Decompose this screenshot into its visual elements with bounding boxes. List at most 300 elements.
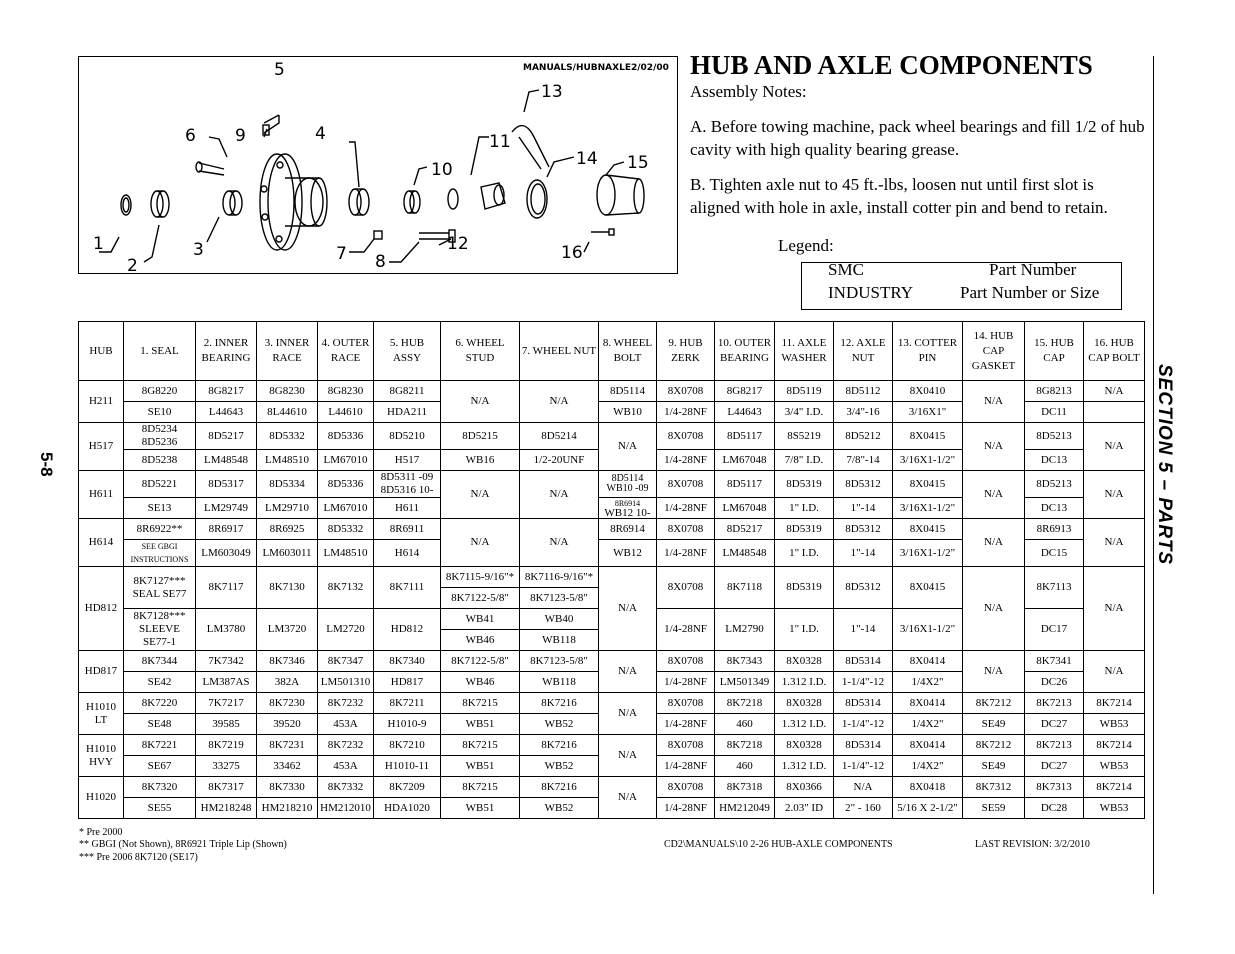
table-cell: 8X0415 xyxy=(893,423,963,450)
table-cell: LM67010 xyxy=(318,450,374,471)
table-cell: 1/4-28NF xyxy=(657,450,715,471)
table-cell: 8K7122-5/8" xyxy=(441,651,520,672)
table-cell: HD817 xyxy=(374,672,441,693)
page-title: HUB AND AXLE COMPONENTS xyxy=(690,50,1093,80)
table-cell: WB51 xyxy=(441,756,520,777)
table-cell: 1.312 I.D. xyxy=(775,672,834,693)
table-cell: WB118 xyxy=(520,630,599,651)
table-cell: DC27 xyxy=(1025,756,1084,777)
table-cell: 8K7122-5/8" xyxy=(441,588,520,609)
table-row xyxy=(79,519,1145,540)
table-cell: 8X0414 xyxy=(893,693,963,714)
table-cell: LM603049 xyxy=(196,540,257,567)
table-cell: WB12 xyxy=(599,540,657,567)
table-cell: 1.312 I.D. xyxy=(775,714,834,735)
table-cell: N/A xyxy=(1084,519,1145,567)
header-outer-bearing: 10. OUTER BEARING xyxy=(715,322,775,381)
table-cell: SE13 xyxy=(124,498,196,519)
table-cell: DC28 xyxy=(1025,798,1084,819)
header-wheel-nut: 7. WHEEL NUT xyxy=(520,322,599,381)
table-cell: WB51 xyxy=(441,798,520,819)
table-cell: 8K7232 xyxy=(318,693,374,714)
table-cell: N/A xyxy=(599,423,657,471)
table-cell: WB52 xyxy=(520,714,599,735)
table-cell: 1" I.D. xyxy=(775,498,834,519)
table-cell: 1" I.D. xyxy=(775,540,834,567)
table-cell: DC17 xyxy=(1025,609,1084,651)
table-cell: 1/4X2" xyxy=(893,672,963,693)
callout-15: 15 xyxy=(627,153,649,173)
table-cell: 3/16X1-1/2" xyxy=(893,540,963,567)
table-cell: SE49 xyxy=(963,756,1025,777)
diagram-date: 2/02/00 xyxy=(631,63,669,73)
table-cell: SE55 xyxy=(124,798,196,819)
table-cell: N/A xyxy=(1084,651,1145,693)
callout-6: 6 xyxy=(185,126,196,146)
table-cell: 8K7340 xyxy=(374,651,441,672)
table-cell: LM3720 xyxy=(257,609,318,651)
table-cell: N/A xyxy=(1084,567,1145,651)
hub-cell: H611 xyxy=(79,471,124,519)
callout-8: 8 xyxy=(375,252,386,272)
callout-3: 3 xyxy=(193,240,204,260)
table-cell: 8G8230 xyxy=(318,381,374,402)
table-cell: N/A xyxy=(599,651,657,693)
table-cell: 8X0414 xyxy=(893,735,963,756)
table-cell: 382A xyxy=(257,672,318,693)
table-cell: 1"-14 xyxy=(834,540,893,567)
table-cell: N/A xyxy=(520,471,599,519)
table-cell: N/A xyxy=(441,471,520,519)
table-cell: 8K7320 xyxy=(124,777,196,798)
table-cell: 7K7217 xyxy=(196,693,257,714)
table-cell: HM212010 xyxy=(318,798,374,819)
table-cell: HD812 xyxy=(374,609,441,651)
table-cell: 8D5312 xyxy=(834,471,893,498)
table-cell: 8K7215 xyxy=(441,693,520,714)
table-cell: 7/8" I.D. xyxy=(775,450,834,471)
table-cell: WB53 xyxy=(1084,714,1145,735)
footnote-1: * Pre 2000 xyxy=(79,827,123,838)
footnote-3: *** Pre 2006 8K7120 (SE17) xyxy=(79,852,198,863)
table-cell: 1/4-28NF xyxy=(657,672,715,693)
exploded-view-drawing xyxy=(79,57,679,275)
table-cell: 8K7213 xyxy=(1025,693,1084,714)
table-cell: 8K7231 xyxy=(257,735,318,756)
table-cell: WB53 xyxy=(1084,756,1145,777)
table-cell: WB46 xyxy=(441,672,520,693)
table-cell: H1010-9 xyxy=(374,714,441,735)
callout-2: 2 xyxy=(127,256,138,275)
table-row xyxy=(79,693,1145,714)
table-cell: 8X0328 xyxy=(775,735,834,756)
table-cell: 8K7209 xyxy=(374,777,441,798)
table-cell: 8X0708 xyxy=(657,777,715,798)
table-cell: SE10 xyxy=(124,402,196,423)
notes-heading: Assembly Notes: xyxy=(690,82,807,101)
table-cell: 8G8220 xyxy=(124,381,196,402)
table-cell: 8D5210 xyxy=(374,423,441,450)
table-row xyxy=(79,381,1145,402)
table-cell: L44643 xyxy=(196,402,257,423)
hub-cell: H1010 LT xyxy=(79,693,124,735)
hub-cell: H211 xyxy=(79,381,124,423)
table-cell: 8X0415 xyxy=(893,567,963,609)
table-cell: N/A xyxy=(441,519,520,567)
callout-13: 13 xyxy=(541,82,563,102)
table-cell: 8D5336 xyxy=(318,471,374,498)
table-cell: L44643 xyxy=(715,402,775,423)
table-cell: 1/4-28NF xyxy=(657,402,715,423)
table-cell: H614 xyxy=(374,540,441,567)
table-cell: 8X0708 xyxy=(657,735,715,756)
table-cell: 3/16X1" xyxy=(893,402,963,423)
table-cell xyxy=(1084,402,1145,423)
table-cell: SE67 xyxy=(124,756,196,777)
table-cell: WB118 xyxy=(520,672,599,693)
table-cell: 3/16X1-1/2" xyxy=(893,609,963,651)
table-cell: 8D5312 xyxy=(834,567,893,609)
table-cell: 8D5215 xyxy=(441,423,520,450)
table-cell: WB10 xyxy=(599,402,657,423)
table-cell: 2.03" ID xyxy=(775,798,834,819)
table-cell: 8K7218 xyxy=(715,735,775,756)
table-cell: 8G8211 xyxy=(374,381,441,402)
table-cell: N/A xyxy=(963,471,1025,519)
table-cell: 8D5234 8D5236 xyxy=(124,423,196,450)
table-cell: N/A xyxy=(599,777,657,819)
table-cell: 8D5117 xyxy=(715,423,775,450)
callout-5: 5 xyxy=(274,60,285,80)
table-cell: HM218210 xyxy=(257,798,318,819)
table-cell: 8K7330 xyxy=(257,777,318,798)
table-cell: DC27 xyxy=(1025,714,1084,735)
header-hub-assy: 5. HUB ASSY xyxy=(374,322,441,381)
table-cell: 8K7218 xyxy=(715,693,775,714)
callout-9: 9 xyxy=(235,126,246,146)
table-cell: 8K7127*** SEAL SE77 xyxy=(124,567,196,609)
hub-cell: H1020 xyxy=(79,777,124,819)
table-cell: 8K7117 xyxy=(196,567,257,609)
table-cell: 8R6925 xyxy=(257,519,318,540)
hub-cell: HD817 xyxy=(79,651,124,693)
table-cell: 453A xyxy=(318,756,374,777)
table-cell: 8K7128*** SLEEVE SE77-1 xyxy=(124,609,196,651)
header-inner-race: 3. INNER RACE xyxy=(257,322,318,381)
callout-4: 4 xyxy=(315,124,326,144)
table-cell: 8X0328 xyxy=(775,693,834,714)
table-cell: 8D5332 xyxy=(318,519,374,540)
table-cell: H517 xyxy=(374,450,441,471)
table-cell: 8X0410 xyxy=(893,381,963,402)
hub-axle-diagram xyxy=(78,56,678,274)
table-cell: LM67010 xyxy=(318,498,374,519)
table-cell: 33462 xyxy=(257,756,318,777)
header-seal: 1. SEAL xyxy=(124,322,196,381)
table-cell: 3/16X1-1/2" xyxy=(893,498,963,519)
legend-smc: SMC xyxy=(828,260,864,279)
table-cell: LM603011 xyxy=(257,540,318,567)
table-row xyxy=(79,423,1145,450)
table-cell: 8X0328 xyxy=(775,651,834,672)
table-cell: 8D5214 xyxy=(520,423,599,450)
table-cell: 8D5319 xyxy=(775,519,834,540)
table-cell: 8K7214 xyxy=(1084,777,1145,798)
table-cell: 8K7343 xyxy=(715,651,775,672)
table-cell: WB41 xyxy=(441,609,520,630)
table-cell: DC13 xyxy=(1025,498,1084,519)
table-cell: L44610 xyxy=(318,402,374,423)
assembly-notes xyxy=(690,80,1145,231)
table-cell: LM29710 xyxy=(257,498,318,519)
section-tab: SECTION 5 – PARTS xyxy=(1154,364,1175,566)
table-cell: 8K7113 xyxy=(1025,567,1084,609)
table-cell: 8K7212 xyxy=(963,693,1025,714)
table-cell: 8D5334 xyxy=(257,471,318,498)
table-cell: 8S5219 xyxy=(775,423,834,450)
table-cell: 8K7332 xyxy=(318,777,374,798)
table-cell: DC11 xyxy=(1025,402,1084,423)
table-cell: WB52 xyxy=(520,798,599,819)
table-cell: LM48548 xyxy=(715,540,775,567)
table-cell: N/A xyxy=(520,519,599,567)
table-cell: 8X0708 xyxy=(657,651,715,672)
table-cell: 8X0414 xyxy=(893,651,963,672)
table-cell: 1/4-28NF xyxy=(657,498,715,519)
table-cell: LM501310 xyxy=(318,672,374,693)
table-cell: HDA1020 xyxy=(374,798,441,819)
table-cell: DC15 xyxy=(1025,540,1084,567)
table-cell: HM218248 xyxy=(196,798,257,819)
table-cell: 8K7216 xyxy=(520,693,599,714)
table-cell: 1/4-28NF xyxy=(657,756,715,777)
parts-table xyxy=(78,321,1145,819)
table-cell: WB51 xyxy=(441,714,520,735)
table-cell: 8D5317 xyxy=(196,471,257,498)
table-row xyxy=(79,735,1145,756)
table-cell: 39585 xyxy=(196,714,257,735)
table-row xyxy=(79,777,1145,798)
table-cell: 1.312 I.D. xyxy=(775,756,834,777)
table-cell: 33275 xyxy=(196,756,257,777)
table-cell: 8K7215 xyxy=(441,735,520,756)
diagram-file-label: MANUALS/HUBNAXLE xyxy=(523,63,631,73)
table-cell: LM3780 xyxy=(196,609,257,651)
table-cell: 453A xyxy=(318,714,374,735)
table-cell: N/A xyxy=(963,423,1025,471)
table-cell: 8D5319 xyxy=(775,567,834,609)
table-cell: N/A xyxy=(963,519,1025,567)
table-cell: 8K7215 xyxy=(441,777,520,798)
header-hub-zerk: 9. HUB ZERK xyxy=(657,322,715,381)
table-cell: 8R6922** xyxy=(124,519,196,540)
header-axle-nut: 12. AXLE NUT xyxy=(834,322,893,381)
note-a: A. Before towing machine, pack wheel bearings and fill 1/2 of hub cavity with high quality bearing grease. xyxy=(690,117,1145,159)
table-cell: 8G8217 xyxy=(715,381,775,402)
table-cell: N/A xyxy=(963,567,1025,651)
table-cell: HM212049 xyxy=(715,798,775,819)
table-cell: 8D5238 xyxy=(124,450,196,471)
table-cell: WB53 xyxy=(1084,798,1145,819)
legend-part-or-size: Part Number or Size xyxy=(960,283,1100,302)
callout-7: 7 xyxy=(336,244,347,264)
table-cell: 8K7111 xyxy=(374,567,441,609)
table-cell: 8D5117 xyxy=(715,471,775,498)
hub-cell: H1010 HVY xyxy=(79,735,124,777)
table-cell: WB40 xyxy=(520,609,599,630)
table-cell: 8K7341 xyxy=(1025,651,1084,672)
table-cell: HDA211 xyxy=(374,402,441,423)
table-cell: DC13 xyxy=(1025,450,1084,471)
header-hub-cap-gasket: 14. HUB CAP GASKET xyxy=(963,322,1025,381)
header-outer-race: 4. OUTER RACE xyxy=(318,322,374,381)
table-cell: 8G8230 xyxy=(257,381,318,402)
table-cell: 8X0708 xyxy=(657,423,715,450)
table-header-row xyxy=(79,322,1145,381)
table-cell: 8D5119 xyxy=(775,381,834,402)
legend-industry: INDUSTRY xyxy=(828,283,914,302)
table-cell: 8D5314 xyxy=(834,693,893,714)
table-cell: WB52 xyxy=(520,756,599,777)
table-cell: 460 xyxy=(715,756,775,777)
table-cell: 8K7211 xyxy=(374,693,441,714)
table-cell: 8K7318 xyxy=(715,777,775,798)
table-cell: 8X0708 xyxy=(657,381,715,402)
table-row xyxy=(79,567,1145,588)
table-cell: 3/4" I.D. xyxy=(775,402,834,423)
table-cell: H611 xyxy=(374,498,441,519)
table-cell: LM387AS xyxy=(196,672,257,693)
table-cell: 8K7312 xyxy=(963,777,1025,798)
table-cell: 8K7214 xyxy=(1084,735,1145,756)
table-cell: 8K7210 xyxy=(374,735,441,756)
table-cell: 8K7216 xyxy=(520,735,599,756)
legend-label: Legend: xyxy=(778,236,834,255)
table-cell: 8X0708 xyxy=(657,471,715,498)
table-cell: WB46 xyxy=(441,630,520,651)
table-cell: N/A xyxy=(963,651,1025,693)
table-cell: 8D5114 WB10 -09 xyxy=(599,471,657,498)
table-cell: 8K7123-5/8" xyxy=(520,588,599,609)
table-cell: 8G8217 xyxy=(196,381,257,402)
table-cell: 2" - 160 xyxy=(834,798,893,819)
table-cell xyxy=(599,498,657,519)
table-cell: 8K7123-5/8" xyxy=(520,651,599,672)
table-cell: 8D5332 xyxy=(257,423,318,450)
table-cell: 8K7214 xyxy=(1084,693,1145,714)
table-cell: 8D5217 xyxy=(196,423,257,450)
table-cell: 8X0415 xyxy=(893,519,963,540)
table-cell: 5/16 X 2-1/2" xyxy=(893,798,963,819)
table-cell: 8K7220 xyxy=(124,693,196,714)
table-cell: 8D5114 xyxy=(599,381,657,402)
table-cell: 8D5221 xyxy=(124,471,196,498)
legend-box xyxy=(801,262,1122,310)
table-cell: H1010-11 xyxy=(374,756,441,777)
table-cell: 1/4-28NF xyxy=(657,609,715,651)
header-wheel-bolt: 8. WHEEL BOLT xyxy=(599,322,657,381)
table-cell: N/A xyxy=(599,735,657,777)
hub-cell: HD812 xyxy=(79,567,124,651)
hub-cell: H517 xyxy=(79,423,124,471)
table-cell: 3/16X1-1/2" xyxy=(893,450,963,471)
callout-16: 16 xyxy=(561,243,583,263)
table-cell: 8X0708 xyxy=(657,519,715,540)
table-cell: 8D5314 xyxy=(834,735,893,756)
table-cell: 8K7219 xyxy=(196,735,257,756)
table-cell: 1-1/4"-12 xyxy=(834,672,893,693)
table-cell: 1-1/4"-12 xyxy=(834,714,893,735)
legend-part-number: Part Number xyxy=(989,260,1077,279)
table-cell: LM67048 xyxy=(715,498,775,519)
table-cell: 8K7213 xyxy=(1025,735,1084,756)
table-cell: LM501349 xyxy=(715,672,775,693)
table-cell: 39520 xyxy=(257,714,318,735)
header-axle-washer: 11. AXLE WASHER xyxy=(775,322,834,381)
table-cell: 8K7230 xyxy=(257,693,318,714)
table-cell: SEE GBGI INSTRUCTIONS xyxy=(124,540,196,567)
table-cell: 8X0418 xyxy=(893,777,963,798)
table-cell: 8D5217 xyxy=(715,519,775,540)
callout-11: 11 xyxy=(489,132,511,152)
table-cell: 8D5112 xyxy=(834,381,893,402)
table-cell: 8K7212 xyxy=(963,735,1025,756)
table-cell: 8K7317 xyxy=(196,777,257,798)
table-cell: N/A xyxy=(834,777,893,798)
table-cell: 8X0708 xyxy=(657,567,715,609)
page-number: 5-8 xyxy=(37,452,56,477)
header-cotter-pin: 13. COTTER PIN xyxy=(893,322,963,381)
bolt-alt-smc: 8R6914 xyxy=(614,499,641,508)
table-cell: 1" I.D. xyxy=(775,609,834,651)
table-row xyxy=(79,651,1145,672)
table-cell: 8R6911 xyxy=(374,519,441,540)
table-cell: SE48 xyxy=(124,714,196,735)
table-cell: 1-1/4"-12 xyxy=(834,756,893,777)
footnote-2: ** GBGI (Not Shown), 8R6921 Triple Lip (Shown) xyxy=(79,839,287,850)
table-cell: 7K7342 xyxy=(196,651,257,672)
table-cell: 8D5311 -09 8D5316 10- xyxy=(374,471,441,498)
table-cell: SE59 xyxy=(963,798,1025,819)
table-cell: 8K7232 xyxy=(318,735,374,756)
table-cell: 8X0708 xyxy=(657,693,715,714)
table-cell: 8K7115-9/16"* xyxy=(441,567,520,588)
table-cell: N/A xyxy=(599,567,657,651)
table-cell: LM2720 xyxy=(318,609,374,651)
table-cell: 8D5336 xyxy=(318,423,374,450)
table-cell: 8K7346 xyxy=(257,651,318,672)
table-cell: 3/4"-16 xyxy=(834,402,893,423)
table-cell: 1/4-28NF xyxy=(657,540,715,567)
table-cell: LM2790 xyxy=(715,609,775,651)
table-cell: 8R6913 xyxy=(1025,519,1084,540)
table-cell: 8R6917 xyxy=(196,519,257,540)
table-cell: 8D5312 xyxy=(834,519,893,540)
header-hub: HUB xyxy=(79,322,124,381)
file-path: CD2\MANUALS\10 2-26 HUB-AXLE COMPONENTS xyxy=(664,839,893,850)
header-wheel-stud: 6. WHEEL STUD xyxy=(441,322,520,381)
table-cell: 1/4X2" xyxy=(893,756,963,777)
table-cell: 8D5212 xyxy=(834,423,893,450)
table-cell: LM67048 xyxy=(715,450,775,471)
callout-10: 10 xyxy=(431,160,453,180)
table-cell: N/A xyxy=(599,693,657,735)
table-cell: SE42 xyxy=(124,672,196,693)
table-cell: 8K7118 xyxy=(715,567,775,609)
table-cell: 1"-14 xyxy=(834,609,893,651)
table-cell: SE49 xyxy=(963,714,1025,735)
table-cell: 1/4-28NF xyxy=(657,714,715,735)
